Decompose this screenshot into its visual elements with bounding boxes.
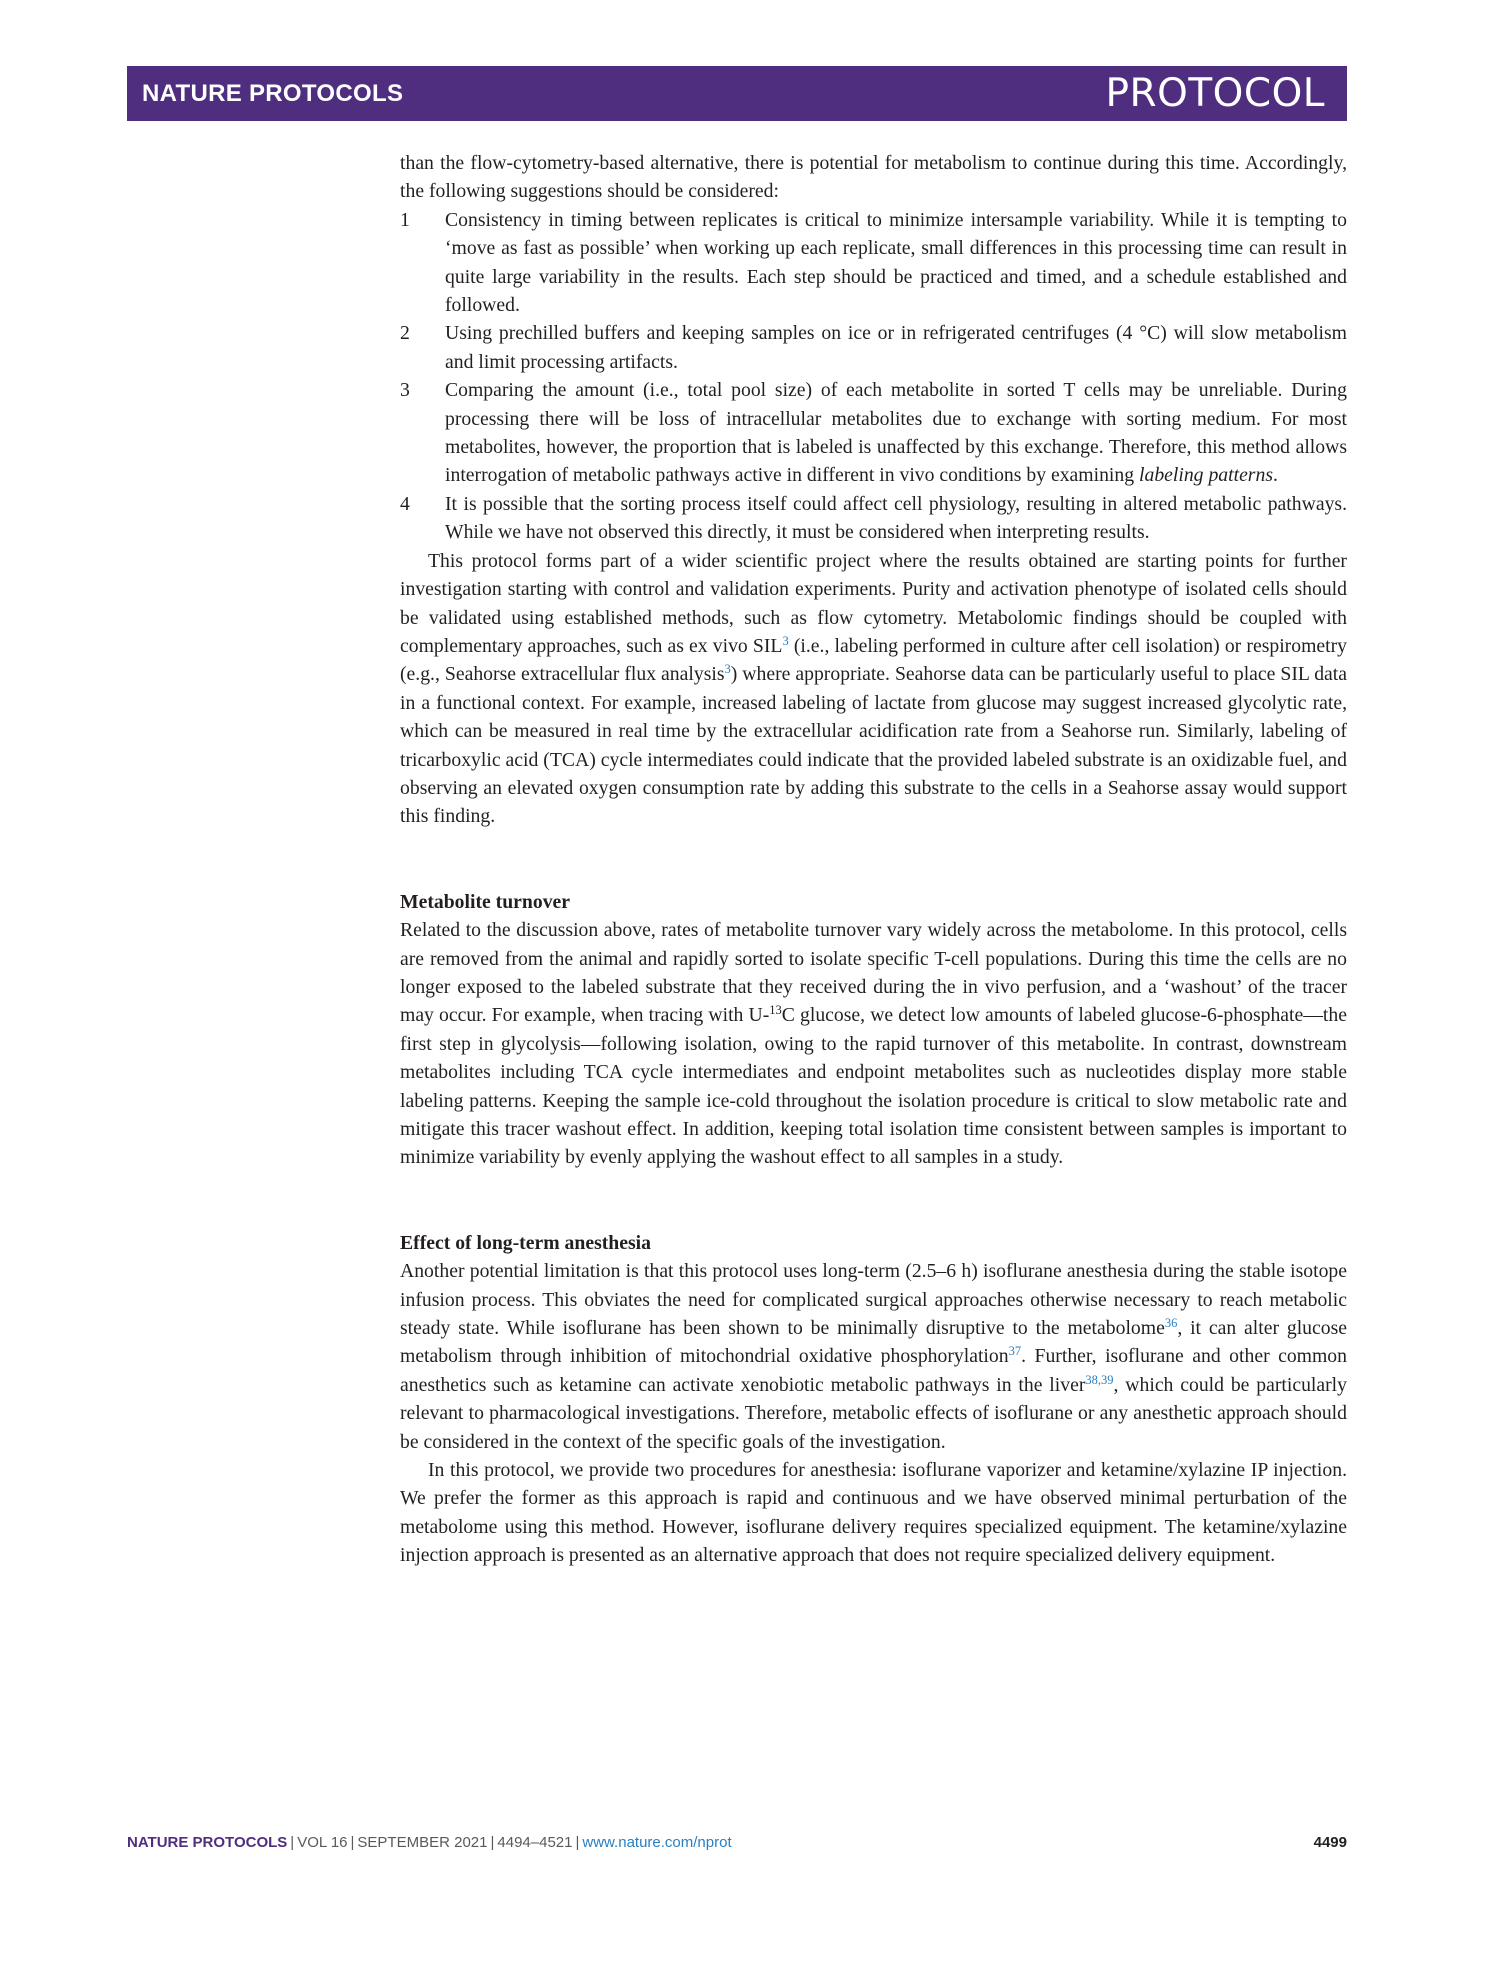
list-item bbox=[400, 206, 1347, 320]
paragraph-text: This protocol forms part of a wider scientific project where the results obtained are starting points for further investigation starting with control and validation experiments. Purity and activation phenotype of isolated cells should be validated using established methods, such as flow cytometry. Metabolomic findings should be coupled with complementary approaches, such as ex vivo SIL bbox=[400, 549, 1347, 657]
anesthesia-paragraph bbox=[400, 1257, 1347, 1456]
list-number: 1 bbox=[400, 208, 410, 231]
paragraph-text: C glucose, we detect low amounts of labeled glucose-6-phosphate—the first step in glycolysis—following isolation, owing to the rapid turnover of this metabolite. In contrast, downstream metabolites including TCA cycle intermediates and endpoint metabolites such as nucleotides display more stable labeling patterns. Keeping the sample ice-cold throughout the isolation procedure is critical to slow metabolic rate and mitigate this tracer washout effect. In addition, keeping total isolation time consistent between samples is important to minimize variability by evenly applying the washout effect to all samples in a study. bbox=[400, 1004, 1347, 1169]
reference-link[interactable]: 38,39 bbox=[1085, 1372, 1114, 1387]
list-item bbox=[400, 319, 1347, 376]
footer-url-link[interactable]: www.nature.com/nprot bbox=[582, 1834, 732, 1851]
paragraph-text: , which could be particularly relevant to pharmacological investigations. Therefore, metabolic effects of isoflurane or any anesthetic approach should be considered in the context of the specific goals of the investigation. bbox=[400, 1373, 1347, 1453]
reference-link[interactable]: 3 bbox=[724, 662, 731, 677]
article-type: PROTOCOL bbox=[1105, 71, 1325, 116]
section-anesthesia bbox=[400, 1229, 1347, 1570]
reference-link[interactable]: 3 bbox=[782, 633, 789, 648]
footer-separator: | bbox=[350, 1834, 355, 1851]
intro-paragraph: than the flow-cytometry-based alternative, there is potential for metabolism to continue during this time. Accordingly, the following suggestions should be considered: bbox=[400, 152, 1347, 203]
reference-link[interactable]: 37 bbox=[1008, 1344, 1022, 1359]
journal-name: NATURE PROTOCOLS bbox=[142, 80, 404, 107]
project-paragraph bbox=[400, 547, 1347, 831]
list-item bbox=[400, 490, 1347, 547]
paragraph-text: . Further, isoflurane and other common anesthetics such as ketamine can activate xenobiotic metabolic pathways in the liver bbox=[400, 1345, 1347, 1396]
footer-journal: NATURE PROTOCOLS bbox=[127, 1834, 288, 1851]
emphasis-text: labeling patterns bbox=[1139, 464, 1273, 487]
paragraph-text: Related to the discussion above, rates of metabolite turnover vary widely across the metabolome. In this protocol, cells are removed from the animal and rapidly sorted to isolate specific T-cell populations. During this time the cells are no longer exposed to the labeled substrate that they received during the in vivo perfusion, and a ‘washout’ of the tracer may occur. For example, when tracing with U- bbox=[400, 919, 1347, 1027]
section-heading: Metabolite turnover bbox=[400, 890, 571, 913]
list-text: Consistency in timing between replicates is critical to minimize intersample variability. While it is tempting to ‘move as fast as possible’ when working up each replicate, small differences in this processing time can result in quite large variability in the results. Each step should be practiced and timed, and a schedule established and followed. bbox=[445, 208, 1347, 317]
footer-separator: | bbox=[490, 1834, 495, 1851]
list-number: 2 bbox=[400, 322, 410, 345]
list-text: It is possible that the sorting process itself could affect cell physiology, resulting in altered metabolic pathways. While we have not observed this directly, it must be considered when interpreting results. bbox=[445, 492, 1347, 544]
list-number: 4 bbox=[400, 492, 410, 515]
paragraph-text: ) where appropriate. Seahorse data can be particularly useful to place SIL data in a functional context. For example, increased labeling of lactate from glucose may suggest increased glycolytic rate, which can be measured in real time by the extracellular acidification rate from a Seahorse run. Similarly, labeling of tricarboxylic acid (TCA) cycle intermediates could indicate that the provided labeled substrate is an oxidizable fuel, and observing an elevated oxygen consumption rate by adding this substrate to the cells in a Seahorse assay would support this finding. bbox=[400, 663, 1347, 828]
list-text-end: . bbox=[1272, 464, 1278, 487]
paragraph-text: Another potential limitation is that this protocol uses long-term (2.5–6 h) isoflurane anesthesia during the stable isotope infusion process. This obviates the need for complicated surgical approaches otherwise necessary to reach metabolic steady state. While isoflurane has been shown to be minimally disruptive to the metabolome bbox=[400, 1260, 1347, 1340]
suggestions-list bbox=[400, 206, 1347, 547]
isotope-superscript: 13 bbox=[769, 1003, 782, 1018]
list-text: Comparing the amount (i.e., total pool size) of each metabolite in sorted T cells may be unreliable. During processing there will be loss of intracellular metabolites due to exchange with sorting medium. For most metabolites, however, the proportion that is labeled is unaffected by this exchange. Therefore, this method allows interrogation of metabolic pathways active in different in vivo conditions by examining bbox=[445, 379, 1347, 487]
reference-link[interactable]: 36 bbox=[1164, 1316, 1178, 1331]
list-item bbox=[400, 376, 1347, 490]
turnover-paragraph bbox=[400, 916, 1347, 1172]
page-footer bbox=[127, 1834, 1347, 1856]
section-metabolite-turnover bbox=[400, 888, 1347, 1172]
paragraph-text: , it can alter glucose metabolism through inhibition of mitochondrial oxidative phosphorylation bbox=[400, 1317, 1347, 1368]
footer-date: SEPTEMBER 2021 bbox=[357, 1834, 488, 1851]
list-number: 3 bbox=[400, 379, 410, 402]
footer-separator: | bbox=[290, 1834, 295, 1851]
footer-citation bbox=[127, 1834, 732, 1851]
section-heading: Effect of long-term anesthesia bbox=[400, 1231, 651, 1254]
paragraph-text: (i.e., labeling performed in culture after cell isolation) or respirometry (e.g., Seahorse extracellular flux analysis bbox=[400, 634, 1347, 686]
journal-header-bar bbox=[127, 66, 1347, 121]
page-number: 4499 bbox=[1313, 1834, 1347, 1851]
list-text: Using prechilled buffers and keeping samples on ice or in refrigerated centrifuges (4 °C) will slow metabolism and limit processing artifacts. bbox=[445, 322, 1347, 373]
anesthesia-procedures-paragraph: In this protocol, we provide two procedures for anesthesia: isoflurane vaporizer and ketamine/xylazine IP injection. We prefer the former as this approach is rapid and continuous and we have observed minimal perturbation of the metabolome using this method. However, isoflurane delivery requires specialized equipment. The ketamine/xylazine injection approach is presented as an alternative approach that does not require specialized delivery equipment. bbox=[400, 1459, 1347, 1567]
footer-pages: 4494–4521 bbox=[497, 1834, 573, 1851]
footer-volume: VOL 16 bbox=[297, 1834, 348, 1851]
article-body bbox=[400, 149, 1347, 1570]
footer-separator: | bbox=[575, 1834, 580, 1851]
